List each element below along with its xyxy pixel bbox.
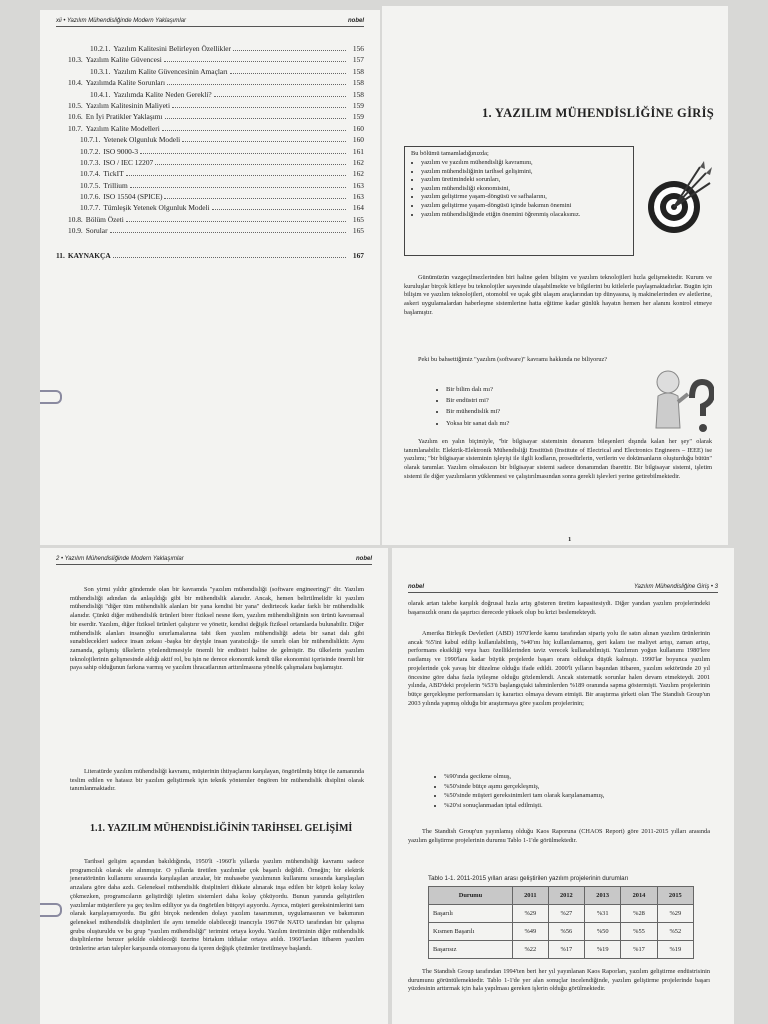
table-cell: %28 bbox=[621, 905, 657, 923]
table-cell: %27 bbox=[548, 905, 584, 923]
table-cell: %29 bbox=[657, 905, 693, 923]
toc-leader bbox=[126, 175, 346, 176]
header-left: 2 • Yazılım Mühendisliğinde Modern Yaklaşımlar bbox=[56, 556, 184, 562]
table-cell: %19 bbox=[585, 941, 621, 959]
toc-number: 10.3.1. bbox=[90, 66, 111, 76]
header-right: Yazılım Mühendisliğine Giriş • 3 bbox=[633, 584, 718, 590]
toc-leader bbox=[155, 164, 346, 165]
page-number: 1 bbox=[568, 536, 572, 543]
toc-entry bbox=[56, 78, 364, 89]
toc-leader bbox=[167, 84, 346, 85]
section-number: 1.1. bbox=[90, 823, 105, 834]
toc-number: 10.4.1. bbox=[90, 89, 111, 99]
toc-leader bbox=[233, 50, 346, 51]
toc-leader bbox=[113, 257, 346, 258]
toc-leader bbox=[140, 153, 346, 154]
statistic-item: • %50'sinde bütçe aşımı gerçekleşmiş, bbox=[444, 782, 604, 792]
toc-leader bbox=[162, 130, 346, 131]
toc-entry bbox=[56, 192, 364, 203]
objective-item: • yazılım üretimindeki sorunları, bbox=[421, 176, 627, 185]
toc-number: 10.7.2. bbox=[80, 146, 101, 156]
toc-page-number: 157 bbox=[352, 55, 364, 65]
intro-paragraph: Günümüzün vazgeçilmezlerinden biri haline gelen bilişim ve yazılım teknolojileri hızla gelişmektedir. Kurum ve kuruluşlar birçok kitleye bu teknolojiler sayesinde ulaşabilmekte ve bilgilerini bu kitlelerle paylaşmaktadırlar. Bugün için bilişim ve yazılım teknolojileri, otomobil ve uçak gibi ulaşım araçlarından tıp dünyasına, iş makinelerinden ev aletlerine, askeri uygulamalardan haberleşme sistemlerine hatta eğitime kadar günlük hayatın hemen her alanını kontrol etmeye başlamıştır. bbox=[404, 274, 712, 316]
table-cell: Başarılı bbox=[429, 905, 513, 923]
page-2 bbox=[40, 548, 388, 1024]
toc-title: ISO 9000-3 bbox=[103, 146, 139, 156]
table-header-cell: 2012 bbox=[548, 887, 584, 905]
table-cell: %31 bbox=[585, 905, 621, 923]
toc-entry bbox=[56, 135, 364, 146]
toc-entry bbox=[56, 215, 364, 226]
header-left: xii • Yazılım Mühendisliğinde Modern Yaklaşımlar bbox=[56, 18, 187, 24]
toc-page-number: 159 bbox=[352, 112, 364, 122]
toc-leader bbox=[110, 232, 346, 233]
toc-entry bbox=[56, 181, 364, 192]
toc-number: 10.8. bbox=[68, 214, 83, 224]
toc-entry bbox=[56, 55, 364, 66]
page-header bbox=[56, 556, 372, 565]
toc-title: TickIT bbox=[103, 169, 124, 179]
toc-title: Yazılım Kalite Modelleri bbox=[85, 123, 160, 133]
question-list bbox=[434, 384, 509, 429]
toc-entry bbox=[56, 67, 364, 78]
toc-title: KAYNAKÇA bbox=[67, 250, 111, 260]
toc-entry bbox=[56, 124, 364, 135]
page-header bbox=[56, 18, 364, 27]
toc-leader bbox=[230, 73, 346, 74]
toc-page-number: 162 bbox=[352, 169, 364, 179]
chapter-page bbox=[382, 6, 728, 545]
toc-title: Trillium bbox=[103, 180, 128, 190]
table-cell: %50 bbox=[585, 923, 621, 941]
paragraph: Amerika Birleşik Devletleri (ABD) 1970'lerde kamu tarafından sipariş yolu ile satın alınan yazılım ürünlerinin ancak %5'ini kabul edilip kullanılabilmiş, %40'ını hiç kullanılamamış, geri kalanı ise maliyet artışı, zaman artışı, performans eksikliği veya hazı özelliklerinden taviz verecek kullanabilmişti. Yazılımın yoğun kullanımı 1980'lere rastlamış ve 1990'lara kadar büyük projelerde başarı oranı oldukça düşük kalmıştı. 1990'lar boyunca yazılım projelerinde çok yavaş bir düzelme olduğu ifade edildi. 2000'li yılların başından itibaren, yazılım sektöründe 20 yıl öncesine göre daha fazla iyileşme olduğu gözlemlendi. Ancak sistematik sorunlar halen devam etmekteydi. 2001 yılında, ABD'deki projelerin %53'ü başlangıçtaki tahminlerden %189 oranında sapma göstermişti. Yazılım projelerinin bütçe gerçekleşme performansları iç karartıcı olmaya devam etmişti. Bir araştırma şirketi olan The Standish Group'un 2003 yılında yapmış olduğu bir araştırmaya göre yazılım projelerinin; bbox=[408, 630, 710, 707]
objectives-box bbox=[404, 146, 634, 256]
toc-page-number: 159 bbox=[352, 100, 364, 110]
statistic-item: • %50'sinde müşteri gereksinimleri tam olarak karşılanamamış, bbox=[444, 791, 604, 801]
toc-entry bbox=[56, 203, 364, 214]
question-item: • Bir mühendislik mi? bbox=[446, 406, 509, 417]
toc-number: 10.4. bbox=[68, 78, 83, 88]
toc-number: 10.7.5. bbox=[80, 180, 101, 190]
objective-item: • yazılım mühendisliğinde etiğin önemini öğrenmiş olacaksınız. bbox=[421, 211, 627, 220]
table-cell: %19 bbox=[657, 941, 693, 959]
binder-clip bbox=[40, 903, 62, 917]
objectives-intro: Bu bölümü tamamladığınızda; bbox=[411, 150, 489, 157]
toc-title: En İyi Pratikler Yaklaşımı bbox=[85, 112, 163, 122]
chaos-table bbox=[428, 886, 694, 959]
toc-title: ISO / IEC 12207 bbox=[103, 157, 154, 167]
definition-paragraph: Yazılım en yalın biçimiyle, "bir bilgisayar sisteminin donanım bileşenleri dışında kalan her şey" olarak tanımlanabilir. Elektrik-Elektronik Mühendisliği Enstitüsü (Institute of Electrical and Electronics Engineers – IEEE) ise yazılımı; "bir bilgisayar sisteminin işleyişi ile ilgili kodların, prosedürlerin, verilerin ve dokümanların oluşturduğu bütün" olarak tanımlar. Yazılım olmaksızın bir bilgisayar sistemi sadece donanımdan ibarettir. Bir bilgisayar sistemi, işletim sistemi ile diğer yazılımların yüklenmesi ve çalıştırılmasından sonra gerekli işlevleri yerine getirebilmektedir. bbox=[404, 438, 712, 480]
toc-number: 10.7.7. bbox=[80, 203, 101, 213]
paragraph: Son yirmi yıldır gündemde olan bir kavramda "yazılım mühendisliği (software engineering)" dir. Yazılım mühendisliği adından da anlaşıldığı gibi bir mühendislik alanıdır. Ancak, hemen belirtilmelidir ki yazılım mühendisliği "diğer tüm mühendislik alanları bir yana kendisi bir yana" dedirtecek kadar farklı bir mühendislik alanıdır. Çünkü diğer mühendislik ürünleri birer fiziksel nesne iken, yazılım mühendisliğinin son ürünü kavramsal bir eserdir. Yazılım, diğer fiziksel ürünleri çalıştırır ve yönetir, kendisi değişik fiziksel ortamlarda bulunabilir. Diğer mühendislik alanları insanoğlu sınırlamalarına tabi iken yazılım mühendisliği adeta bir sanat dalı gibi sunabilecekleri sadece insan zekası -başka bir deyişle insan yaratıcılığı- ile sınırlı olan bir mühendisliktir. Aynı zamanda, gelişmiş ülkelerin yönlendirmesiyle önemli bir endüstri haline de gelmiştir. Bu ülkelerin yazılım teknolojilerinin gelişmesinde aldığı aktif rol, bu işin ne derece ekonomik kendi ülke ekonomisi içerisinde önemli bir paya sahip olduğunun farkına varmış ve yazılım ihracatlarının arttırılmasına yönelik çalışmalara başlamıştır. bbox=[70, 586, 364, 672]
table-row bbox=[429, 905, 694, 923]
toc-entry bbox=[56, 169, 364, 180]
table-cell: %52 bbox=[657, 923, 693, 941]
toc-leader bbox=[165, 118, 346, 119]
toc-entry bbox=[56, 147, 364, 158]
table-cell: %29 bbox=[512, 905, 548, 923]
toc-number: 10.5. bbox=[68, 100, 83, 110]
section-heading bbox=[90, 822, 352, 835]
toc-title: Sorular bbox=[85, 226, 108, 236]
table-of-contents bbox=[56, 44, 364, 262]
question-item: • Bir endüstri mi? bbox=[446, 395, 509, 406]
objective-item: • yazılım ve yazılım mühendisliği kavramını, bbox=[421, 159, 627, 168]
toc-page-number: 160 bbox=[352, 135, 364, 145]
toc-page-number: 158 bbox=[352, 89, 364, 99]
toc-leader bbox=[164, 61, 346, 62]
table-header-cell: Durumu bbox=[429, 887, 513, 905]
table-caption: Tablo 1-1. 2011-2015 yılları arası geliştirilen yazılım projelerinin durumları bbox=[428, 875, 629, 882]
toc-entry bbox=[56, 44, 364, 55]
toc-entry bbox=[56, 101, 364, 112]
toc-title: Tümleşik Yetenek Olgunluk Modeli bbox=[103, 203, 210, 213]
toc-page-number: 163 bbox=[352, 192, 364, 202]
toc-page-number: 158 bbox=[352, 66, 364, 76]
toc-number: 11. bbox=[56, 250, 65, 260]
toc-title: ISO 15504 (SPICE) bbox=[103, 192, 163, 202]
toc-title: Yazılımda Kalite Neden Gerekli? bbox=[113, 89, 212, 99]
header-right: nobel bbox=[356, 556, 372, 562]
toc-leader bbox=[164, 198, 346, 199]
toc-page-number: 161 bbox=[352, 146, 364, 156]
question-item: • Yoksa bir sanat dalı mı? bbox=[446, 418, 509, 429]
toc-number: 10.7.6. bbox=[80, 192, 101, 202]
toc-page bbox=[40, 10, 380, 545]
toc-page-number: 163 bbox=[352, 180, 364, 190]
toc-page-number: 164 bbox=[352, 203, 364, 213]
toc-page-number: 165 bbox=[352, 226, 364, 236]
chapter-title: 1. YAZILIM MÜHENDİSLİĞİNE GİRİŞ bbox=[481, 106, 714, 120]
objective-item: • yazılım mühendisliği ekonomisini, bbox=[421, 185, 627, 194]
toc-page-number: 156 bbox=[352, 44, 364, 53]
paragraph: Tarihsel gelişim açısından bakıldığında, 1950'li -1960'lı yıllarda yazılım mühendisliği kavramı sadece programcılık olarak ele alınmıştır. O yıllarda üretilen yazılımlar çok başarılı değildi. Örneğin; bir elektrik jeneratörünün kullanımı sırasında karşılaşılan arızalar, bir muhasebe yazılımının kullanımı sırasında karşılaşılan arızalara göre daha azdı. Geleneksel mühendislik disiplinleri dikkate alınarak inşa edilen bir köprü kolay kolay çökmezken, programcıların geliştirdiği işletim sistemleri daha kolay çöküyordu. Bunun yanında geliştirilen yazılımlar müşterilere ya geç teslim ediliyor ya da öngörülen bütçeyi aşıyordu. Ayrıca, müşteri gereksinimlerini tam olarak karşılayamıyordu. Bu gibi birçok nedenden dolayı yazılım tasarımının, uygulamasının ve bakımının geleneksel mühendislik disiplinleri ile aynı temelde olabileceği inancıyla 1967'de NATO tarafından bir çalışma grubu oluşturuldu ve bu grup "yazılım mühendisliği" terimini ortaya koydu. Yazılım üretiminin diğer mühendislik disiplinlerine benzer şekilde olabileceği üzerine birtakım iddialar ortaya atıldı. 1960'lardan itibaren yazılım ürünlerine artan talepler karşısında otomasyonu da içeren değişik çözümler üretilmeye başlandı. bbox=[70, 858, 364, 953]
toc-entry bbox=[56, 251, 364, 262]
toc-number: 10.7.1. bbox=[80, 135, 101, 145]
toc-leader bbox=[214, 96, 346, 97]
objectives-list bbox=[421, 159, 627, 219]
objective-item: • yazılım geliştirme yaşam-döngüsü ve safhalarını, bbox=[421, 193, 627, 202]
toc-number: 10.7. bbox=[68, 123, 83, 133]
toc-page-number: 167 bbox=[352, 250, 364, 260]
table-header-cell: 2014 bbox=[621, 887, 657, 905]
toc-leader bbox=[172, 107, 346, 108]
paragraph: The Standish Group tarafından 1994'ten beri her yıl yayınlanan Kaos Raporları, yazılım geliştirme endüstrisinin durumunu görüntülemektedir. Tablo 1-1'de yer alan sonuçlar incelendiğinde, yazılım geliştirme projelerinde başarı yüzdesinin arttırmak için hala yapılması gereken işlerin olduğu görülmektedir. bbox=[408, 968, 710, 993]
toc-leader bbox=[212, 209, 346, 210]
table-header-cell: 2013 bbox=[585, 887, 621, 905]
header-left: nobel bbox=[408, 584, 424, 590]
toc-title: Yazılım Kalitesini Belirleyen Özellikler bbox=[113, 44, 232, 53]
objective-item: • yazılım mühendisliğinin tarihsel gelişimini, bbox=[421, 168, 627, 177]
thinking-figure-icon bbox=[642, 358, 714, 448]
table-cell: Kısmen Başarılı bbox=[429, 923, 513, 941]
statistic-item: • %20'si sonuçlanmadan iptal edilmişti. bbox=[444, 801, 604, 811]
toc-leader bbox=[182, 141, 346, 142]
toc-title: Yetenek Olgunluk Modeli bbox=[103, 135, 181, 145]
toc-entry bbox=[56, 226, 364, 237]
page-header bbox=[408, 584, 718, 593]
objective-item: • yazılım geliştirme yaşam-döngüsü içinde bakımın önemini bbox=[421, 202, 627, 211]
table-header-cell: 2011 bbox=[512, 887, 548, 905]
toc-page-number: 158 bbox=[352, 78, 364, 88]
table-row bbox=[429, 923, 694, 941]
toc-leader bbox=[130, 187, 346, 188]
page-3 bbox=[392, 548, 734, 1024]
toc-entry bbox=[56, 158, 364, 169]
paragraph: The Standish Group'un yayınlamış olduğu Kaos Raporuna (CHAOS Report) göre 2011-2015 yılları arasında yazılım geliştirme projelerinin durumu Tablo 1-1'de görülmektedir. bbox=[408, 828, 710, 844]
toc-title: Yazılım Kalite Güvencesinin Amaçları bbox=[113, 66, 228, 76]
toc-title: Yazılım Kalitesinin Maliyeti bbox=[85, 100, 171, 110]
table-header-cell: 2015 bbox=[657, 887, 693, 905]
table-cell: %55 bbox=[621, 923, 657, 941]
question-paragraph: Peki bu bahsettiğimiz "yazılım (software)" kavramı hakkında ne biliyoruz? bbox=[418, 356, 608, 363]
header-right: nobel bbox=[348, 18, 364, 24]
toc-entry bbox=[56, 90, 364, 101]
toc-number: 10.7.4. bbox=[80, 169, 101, 179]
toc-title: Bölüm Özeti bbox=[85, 214, 124, 224]
table-cell: %17 bbox=[621, 941, 657, 959]
toc-title: Yazılım Kalite Güvencesi bbox=[85, 55, 162, 65]
binder-clip bbox=[40, 390, 62, 404]
toc-number: 10.9. bbox=[68, 226, 83, 236]
table-cell: %17 bbox=[548, 941, 584, 959]
statistics-list bbox=[434, 772, 604, 810]
table-cell: %56 bbox=[548, 923, 584, 941]
toc-page-number: 165 bbox=[352, 214, 364, 224]
section-title: YAZILIM MÜHENDİSLİĞİNİN TARİHSEL GELİŞİMİ bbox=[107, 823, 353, 834]
toc-leader bbox=[126, 221, 346, 222]
toc-number: 10.6. bbox=[68, 112, 83, 122]
paragraph: olarak artan talebe karşılık doğrusal hızla artış gösteren üretim kapasitesiydi. Diğer yandan yazılım projelerindeki başarısızlık oranı da şaşırtıcı derecede yüksek olup bu krizi beslemekteydi. bbox=[408, 600, 710, 616]
toc-entry bbox=[56, 112, 364, 123]
table-row bbox=[429, 941, 694, 959]
table-cell: %22 bbox=[512, 941, 548, 959]
table-header-row bbox=[429, 887, 694, 905]
question-item: • Bir bilim dalı mı? bbox=[446, 384, 509, 395]
toc-number: 10.2.1. bbox=[90, 44, 111, 53]
toc-number: 10.7.3. bbox=[80, 157, 101, 167]
statistic-item: • %90'ında gecikme olmuş, bbox=[444, 772, 604, 782]
paragraph: Literatürde yazılım mühendisliği kavramı, müşterinin ihtiyaçlarını karşılayan, öngörülmüş bütçe ile zamanında teslim edilen ve hatasız bir yazılım geliştirmek için teknik yöntemler öngören bir mühendislik disiplini olarak tanımlanmaktadır. bbox=[70, 768, 364, 793]
toc-page-number: 160 bbox=[352, 123, 364, 133]
table-cell: %49 bbox=[512, 923, 548, 941]
toc-title: Yazılımda Kalite Sorunları bbox=[85, 78, 166, 88]
toc-page-number: 162 bbox=[352, 157, 364, 167]
toc-number: 10.3. bbox=[68, 55, 83, 65]
target-arrows-icon bbox=[644, 161, 714, 241]
table-cell: Başarısız bbox=[429, 941, 513, 959]
